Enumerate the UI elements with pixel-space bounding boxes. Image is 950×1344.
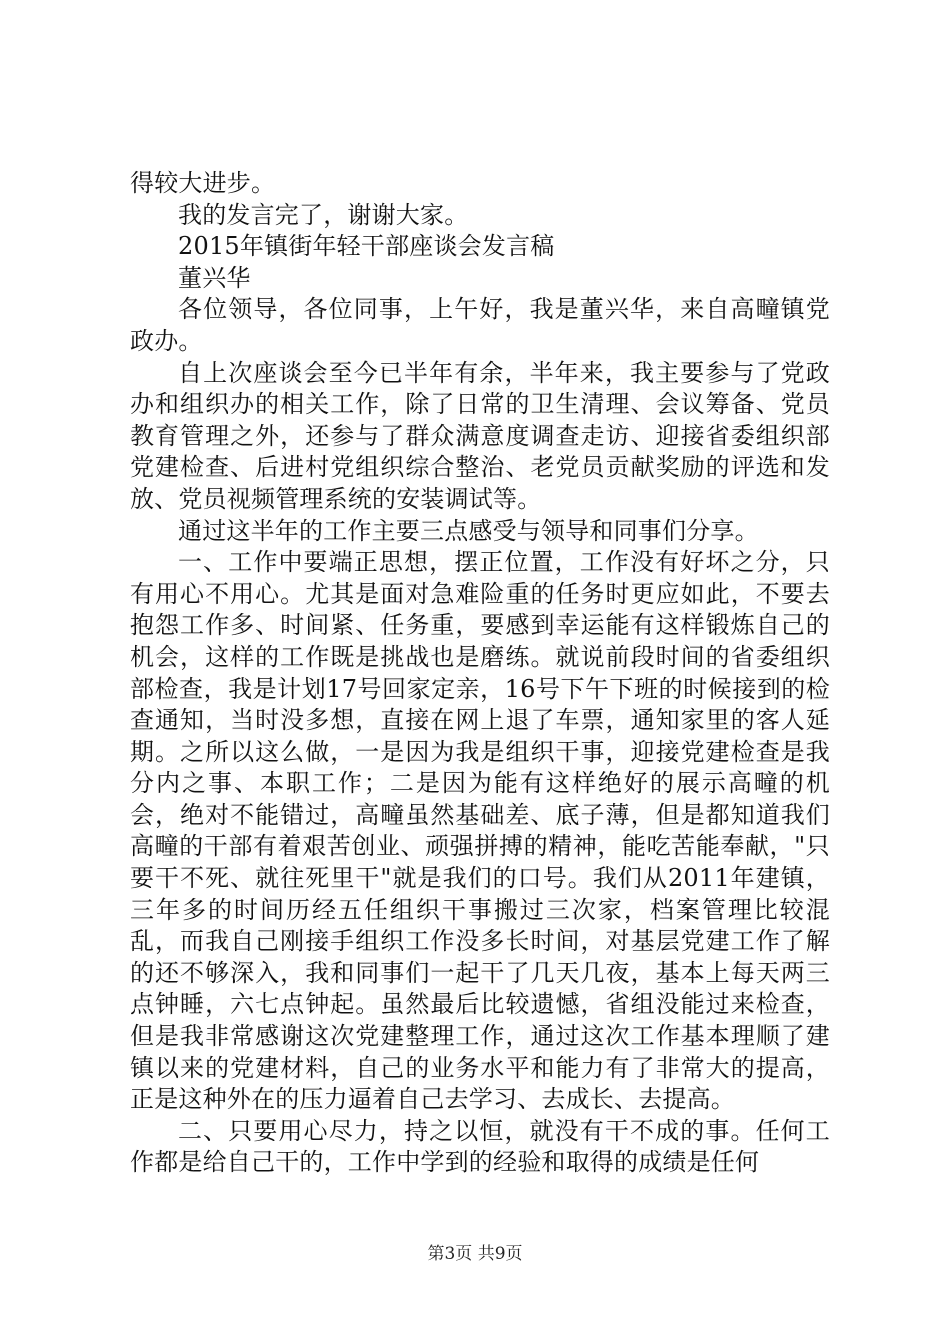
paragraph-point-two: 二、只要用心尽力，持之以恒，就没有干不成的事。任何工作都是给自己干的，工作中学到的经验和取得的成绩是任何 bbox=[130, 1116, 830, 1177]
paragraph-intro-points: 通过这半年的工作主要三点感受与领导和同事们分享。 bbox=[178, 516, 759, 545]
speaker-name: 董兴华 bbox=[178, 263, 251, 292]
paragraph-work-summary: 自上次座谈会至今已半年有余，半年来，我主要参与了党政办和组织办的相关工作，除了日常的卫生清理、会议筹备、党员教育管理之外，还参与了群众满意度调查走访、迎接省委组织部党建检查、后进村党组织综合整治、老党员贡献奖励的评选和发放、党员视频管理系统的安装调试等。 bbox=[130, 358, 830, 513]
paragraph-greeting: 各位领导，各位同事，上午好，我是董兴华，来自高疃镇党政办。 bbox=[130, 295, 830, 355]
document-body bbox=[130, 168, 830, 1179]
paragraph-continuation: 得较大进步。 bbox=[130, 169, 276, 197]
page-number: 第3页 共9页 bbox=[427, 1244, 523, 1264]
paragraph-point-one: 一、工作中要端正思想，摆正位置，工作没有好坏之分，只有用心不用心。尤其是面对急难险重的任务时更应如此，不要去抱怨工作多、时间紧、任务重，要感到幸运能有这样锻炼自己的机会，这样的工作既是挑战也是磨练。就说前段时间的省委组织部检查，我是计划17号回家定亲，16号下午下班的时候接到的检查通知，当时没多想，直接在网上退了车票，通知家里的客人延期。之所以这么做，一是因为我是组织干事，迎接党建检查是我分内之事、本职工作；二是因为能有这样绝好的展示高疃的机会，绝对不能错过，高疃虽然基础差、底子薄，但是都知道我们高疃的干部有着艰苦创业、顽强拼搏的精神，能吃苦能奉献，"只要干不死、就往死里干"就是我们的口号。我们从2011年建镇，三年多的时间历经五任组织干事搬过三次家，档案管理比较混乱，而我自己刚接手组织工作没多长时间，对基层党建工作了解的还不够深入，我和同事们一起干了几天几夜，基本上每天两三点钟睡，六七点钟起。虽然最后比较遗憾，省组没能过来检查，但是我非常感谢这次党建整理工作，通过这次工作基本理顺了建镇以来的党建材料，自己的业务水平和能力有了非常大的提高，正是这种外在的压力逼着自己去学习、去成长、去提高。 bbox=[130, 548, 830, 1114]
paragraph-closing: 我的发言完了，谢谢大家。 bbox=[178, 200, 469, 229]
speech-title: 2015年镇街年轻干部座谈会发言稿 bbox=[178, 232, 555, 261]
